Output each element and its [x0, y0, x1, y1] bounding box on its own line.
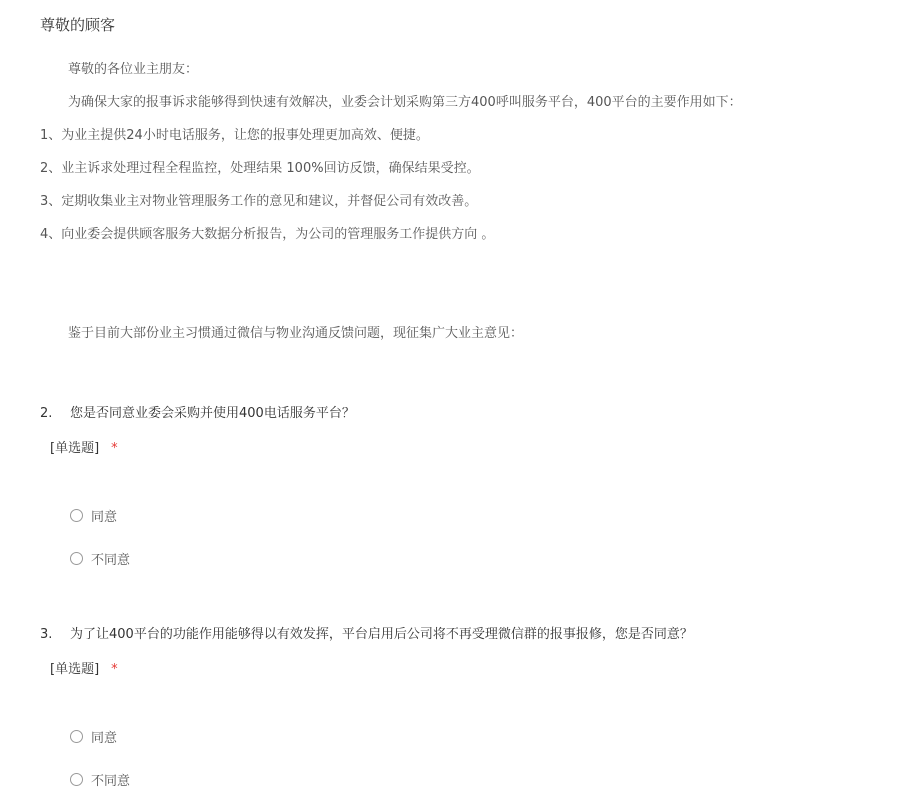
question-type-label: [单选题] — [50, 662, 100, 677]
option-agree[interactable] — [70, 506, 117, 525]
intro-point: 3、定期收集业主对物业管理服务工作的意见和建议，并督促公司有效改善。 — [40, 194, 478, 209]
required-star: * — [111, 662, 118, 677]
radio-button[interactable] — [70, 509, 83, 522]
question-title — [40, 623, 693, 642]
question-text: 您是否同意业委会采购并使用400电话服务平台？ — [70, 406, 355, 421]
question-title — [40, 402, 355, 421]
option-agree[interactable] — [70, 727, 117, 746]
radio-button[interactable] — [70, 773, 83, 786]
question-text: 为了让400平台的功能作用能够得以有效发挥，平台启用后公司将不再受理微信群的报事报修，您是否同意？ — [70, 627, 693, 642]
option-disagree[interactable] — [70, 549, 130, 568]
option-disagree[interactable] — [70, 770, 130, 789]
intro-closing: 鉴于目前大部份业主习惯通过微信与物业沟通反馈问题，现征集广大业主意见： — [68, 326, 524, 341]
required-star: * — [111, 441, 118, 456]
question-type-label: [单选题] — [50, 441, 100, 456]
option-label: 同意 — [91, 731, 118, 746]
intro-point: 2、业主诉求处理过程全程监控，处理结果 100%回访反馈，确保结果受控。 — [40, 161, 480, 176]
intro-point: 4、向业委会提供顾客服务大数据分析报告，为公司的管理服务工作提供方向 。 — [40, 227, 495, 242]
page-title: 尊敬的顾客 — [40, 16, 116, 34]
intro-greeting: 尊敬的各位业主朋友： — [68, 62, 199, 77]
option-label: 不同意 — [91, 774, 131, 789]
question-type — [50, 658, 118, 677]
question-number: 3. — [40, 627, 53, 642]
radio-button[interactable] — [70, 730, 83, 743]
option-label: 同意 — [91, 510, 118, 525]
intro-point: 1、为业主提供24小时电话服务，让您的报事处理更加高效、便捷。 — [40, 128, 429, 143]
radio-button[interactable] — [70, 552, 83, 565]
option-label: 不同意 — [91, 553, 131, 568]
intro-purpose: 为确保大家的报事诉求能够得到快速有效解决，业委会计划采购第三方400呼叫服务平台，400平台的主要作用如下： — [68, 95, 742, 110]
question-number: 2. — [40, 406, 53, 421]
question-type — [50, 437, 118, 456]
